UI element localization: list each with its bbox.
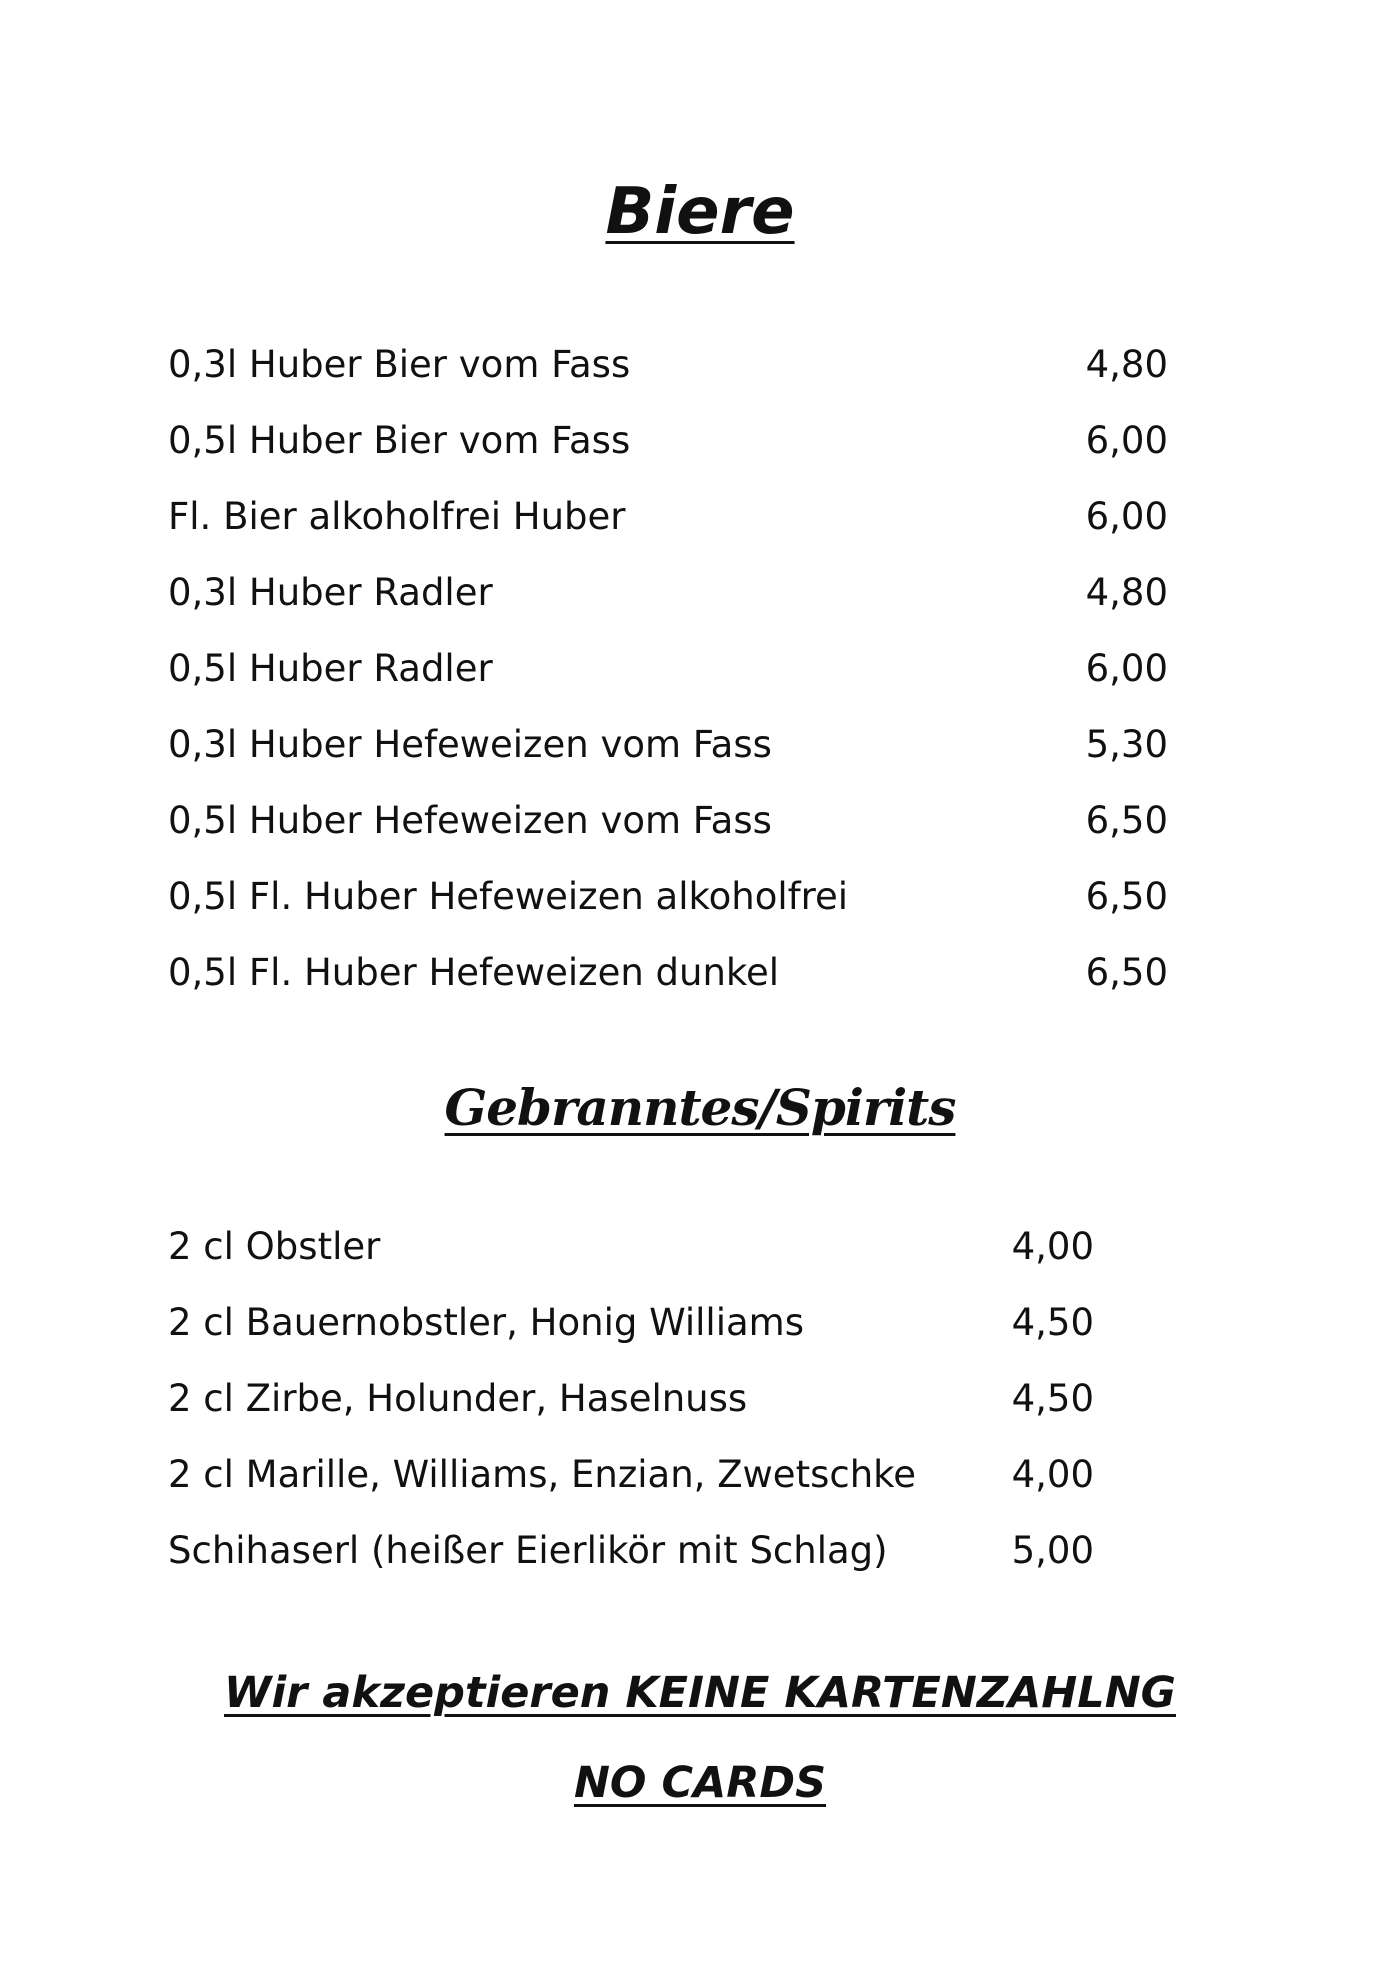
menu-item-price: 4,00 (1011, 1452, 1094, 1496)
menu-item (168, 1512, 1094, 1588)
menu-item (168, 630, 1168, 706)
menu-item-name: 0,5l Fl. Huber Hefeweizen dunkel (168, 950, 780, 994)
menu-item-name: 2 cl Marille, Williams, Enzian, Zwetschke (168, 1452, 917, 1496)
menu-item-price: 6,50 (1085, 874, 1168, 918)
menu-item-name: 0,3l Huber Bier vom Fass (168, 342, 631, 386)
menu-item-price: 6,00 (1085, 646, 1168, 690)
menu-item-name: 0,5l Huber Bier vom Fass (168, 418, 631, 462)
menu-item-price: 4,80 (1085, 570, 1168, 614)
menu-item (168, 478, 1168, 554)
menu-item (168, 1360, 1094, 1436)
menu-item-price: 6,00 (1085, 494, 1168, 538)
no-cards-notice (0, 1758, 1400, 1808)
biere-list (168, 326, 1168, 1010)
menu-item (168, 326, 1168, 402)
menu-item-name: 0,5l Huber Hefeweizen vom Fass (168, 798, 772, 842)
menu-item-name: Schihaserl (heißer Eierlikör mit Schlag) (168, 1528, 888, 1572)
menu-item-name: 0,3l Huber Radler (168, 570, 493, 614)
menu-item-price: 6,50 (1085, 798, 1168, 842)
section-title-biere-text: Biere (605, 175, 795, 249)
menu-item (168, 1208, 1094, 1284)
menu-item-price: 6,00 (1085, 418, 1168, 462)
section-title-biere (0, 175, 1400, 249)
menu-item (168, 858, 1168, 934)
menu-item-price: 5,00 (1011, 1528, 1094, 1572)
menu-item-name: 0,3l Huber Hefeweizen vom Fass (168, 722, 772, 766)
section-title-spirits-text: Gebranntes/Spirits (444, 1078, 956, 1137)
menu-item (168, 554, 1168, 630)
menu-item-price: 5,30 (1085, 722, 1168, 766)
menu-item-name: 2 cl Zirbe, Holunder, Haselnuss (168, 1376, 748, 1420)
menu-item-price: 4,80 (1085, 342, 1168, 386)
menu-item (168, 934, 1168, 1010)
no-cards-notice-text: NO CARDS (573, 1758, 827, 1808)
menu-item (168, 1436, 1094, 1512)
menu-item-price: 4,50 (1011, 1300, 1094, 1344)
menu-item-price: 6,50 (1085, 950, 1168, 994)
menu-item-name: 0,5l Huber Radler (168, 646, 493, 690)
card-payment-notice-text: Wir akzeptieren KEINE KARTENZAHLNG (224, 1668, 1176, 1718)
menu-item (168, 402, 1168, 478)
menu-item-name: 0,5l Fl. Huber Hefeweizen alkoholfrei (168, 874, 849, 918)
menu-item-name: Fl. Bier alkoholfrei Huber (168, 494, 626, 538)
menu-item (168, 1284, 1094, 1360)
card-payment-notice (0, 1668, 1400, 1718)
section-title-spirits (0, 1078, 1400, 1137)
menu-item-price: 4,50 (1011, 1376, 1094, 1420)
menu-item (168, 706, 1168, 782)
menu-item-name: 2 cl Obstler (168, 1224, 381, 1268)
menu-item-price: 4,00 (1011, 1224, 1094, 1268)
menu-item (168, 782, 1168, 858)
menu-item-name: 2 cl Bauernobstler, Honig Williams (168, 1300, 804, 1344)
spirits-list (168, 1208, 1094, 1588)
